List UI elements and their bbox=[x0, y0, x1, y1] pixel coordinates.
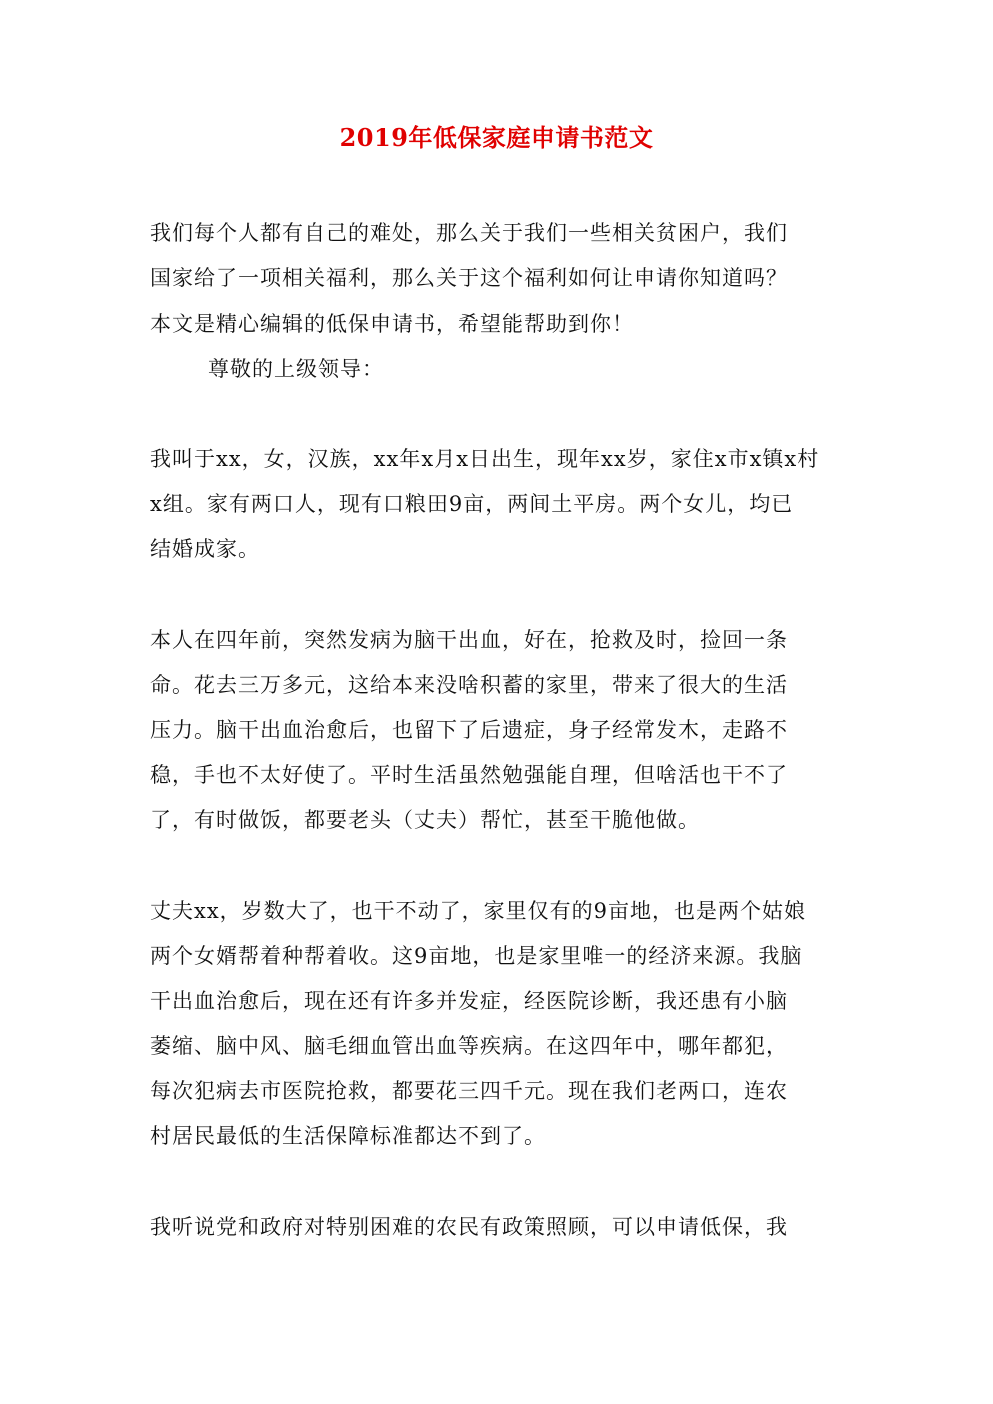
body-line-p2-1: 本人在四年前，突然发病为脑干出血，好在，抢救及时，捡回一条 bbox=[150, 628, 788, 652]
body-line-p1-3: 结婚成家。 bbox=[150, 537, 260, 561]
body-line-p3-1: 丈夫xx，岁数大了，也干不动了，家里仅有的9亩地，也是两个姑娘 bbox=[150, 899, 807, 923]
body-line-p1-2: x组。家有两口人，现有口粮田9亩，两间土平房。两个女儿，均已 bbox=[150, 492, 794, 516]
body-line-p2-2: 命。花去三万多元，这给本来没啥积蓄的家里，带来了很大的生活 bbox=[150, 673, 788, 697]
body-line-p3-4: 萎缩、脑中风、脑毛细血管出血等疾病。在这四年中，哪年都犯， bbox=[150, 1034, 788, 1058]
body-line-intro-1: 我们每个人都有自己的难处，那么关于我们一些相关贫困户，我们 bbox=[150, 221, 788, 245]
body-line-p1-1: 我叫于xx，女，汉族，xx年x月x日出生，现年xx岁，家住x市x镇x村 bbox=[150, 447, 820, 471]
body-line-p2-4: 稳，手也不太好使了。平时生活虽然勉强能自理，但啥活也干不了 bbox=[150, 763, 788, 787]
body-line-p2-5: 了，有时做饭，都要老头（丈夫）帮忙，甚至干脆他做。 bbox=[150, 808, 700, 832]
salutation: 尊敬的上级领导： bbox=[208, 357, 384, 381]
body-line-p2-3: 压力。脑干出血治愈后，也留下了后遗症，身子经常发木，走路不 bbox=[150, 718, 788, 742]
body-line-p3-6: 村居民最低的生活保障标准都达不到了。 bbox=[150, 1124, 546, 1148]
body-line-intro-3: 本文是精心编辑的低保申请书，希望能帮助到你！ bbox=[150, 312, 634, 336]
document-title: 2019年低保家庭申请书范文 bbox=[339, 123, 654, 152]
body-line-p4-1: 我听说党和政府对特别困难的农民有政策照顾，可以申请低保，我 bbox=[150, 1215, 788, 1239]
body-line-p3-2: 两个女婿帮着种帮着收。这9亩地，也是家里唯一的经济来源。我脑 bbox=[150, 944, 803, 968]
body-line-p3-5: 每次犯病去市医院抢救，都要花三四千元。现在我们老两口，连农 bbox=[150, 1079, 788, 1103]
body-line-intro-2: 国家给了一项相关福利，那么关于这个福利如何让申请你知道吗？ bbox=[150, 266, 788, 290]
body-line-p3-3: 干出血治愈后，现在还有许多并发症，经医院诊断，我还患有小脑 bbox=[150, 989, 788, 1013]
